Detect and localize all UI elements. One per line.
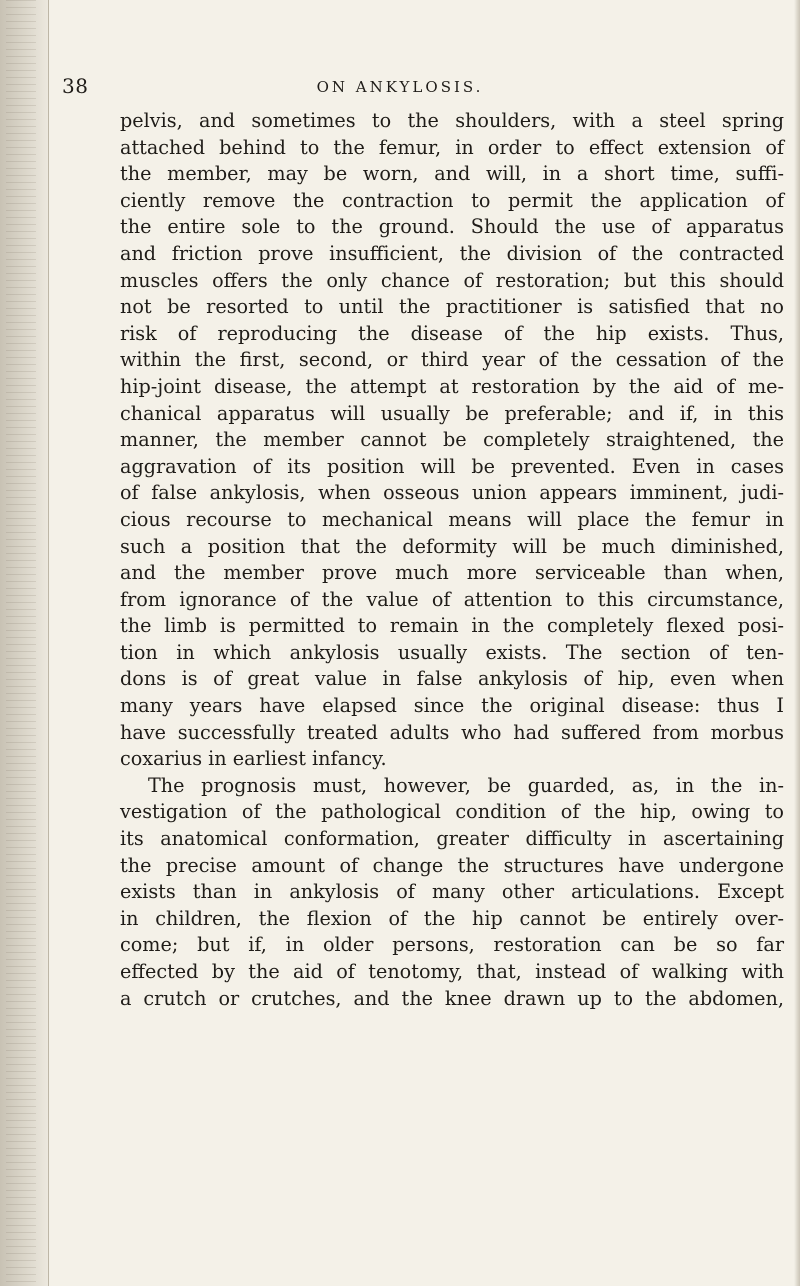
text-line: manner, the member cannot be completely straightened, the (120, 428, 784, 452)
text-line: and friction prove insufficient, the division of the contracted (120, 241, 784, 265)
text-line: cious recourse to mechanical means will place the femur in (120, 507, 784, 531)
binding-gutter (0, 0, 49, 1286)
page-edge-shadow (794, 0, 800, 1286)
text-line: not be resorted to until the practitioner is satisfied that no (120, 295, 784, 319)
text-line: coxarius in earliest infancy. (120, 747, 387, 771)
text-line: a crutch or crutches, and the knee drawn up to the abdomen, (120, 986, 784, 1010)
text-line: muscles offers the only chance of restoration; but this should (120, 268, 784, 292)
text-line: have successfully treated adults who had suffered from morbus (120, 720, 784, 744)
page-number: 38 (62, 74, 89, 98)
text-line: the entire sole to the ground. Should the use of apparatus (120, 215, 784, 239)
text-line: such a position that the deformity will be much diminished, (120, 534, 784, 558)
text-line: come; but if, in older persons, restoration can be so far (120, 933, 784, 957)
text-line: of false ankylosis, when osseous union appears imminent, judi- (120, 481, 784, 505)
text-line: The prognosis must, however, be guarded, as, in the in- (148, 773, 784, 797)
text-line: tion in which ankylosis usually exists. The section of ten- (120, 640, 784, 664)
text-line: effected by the aid of tenotomy, that, instead of walking with (120, 960, 784, 983)
text-line: and the member prove much more serviceable than when, (120, 561, 784, 585)
text-line: the member, may be worn, and will, in a short time, suffi- (120, 162, 784, 186)
text-line: chanical apparatus will usually be preferable; and if, in this (120, 401, 784, 425)
text-line: the precise amount of change the structures have undergone (120, 853, 784, 877)
body-text (120, 108, 784, 1012)
text-line: aggravation of its position will be prevented. Even in cases (120, 454, 784, 478)
text-line: dons is of great value in false ankylosis of hip, even when (120, 667, 784, 691)
text-line: in children, the flexion of the hip cannot be entirely over- (120, 906, 784, 930)
text-line: pelvis, and sometimes to the shoulders, with a steel spring (120, 109, 784, 132)
text-line: many years have elapsed since the original disease: thus I (120, 694, 784, 718)
text-line: attached behind to the femur, in order to effect extension of (120, 135, 784, 159)
text-line: risk of reproducing the disease of the hip exists. Thus, (120, 321, 784, 345)
text-line: ciently remove the contraction to permit the application of (120, 188, 784, 212)
gutter-texture (6, 0, 36, 1286)
text-line: from ignorance of the value of attention to this circumstance, (120, 587, 784, 611)
text-line: within the first, second, or third year of the cessation of the (120, 348, 784, 372)
text-line: the limb is permitted to remain in the completely flexed posi- (120, 614, 784, 638)
text-line: exists than in ankylosis of many other articulations. Except (120, 880, 784, 904)
text-line: hip-joint disease, the attempt at restoration by the aid of me- (120, 374, 784, 398)
text-line: its anatomical conformation, greater difficulty in ascertaining (120, 827, 784, 851)
running-head: ON ANKYLOSIS. (316, 78, 484, 96)
text-line: vestigation of the pathological condition of the hip, owing to (120, 800, 784, 824)
